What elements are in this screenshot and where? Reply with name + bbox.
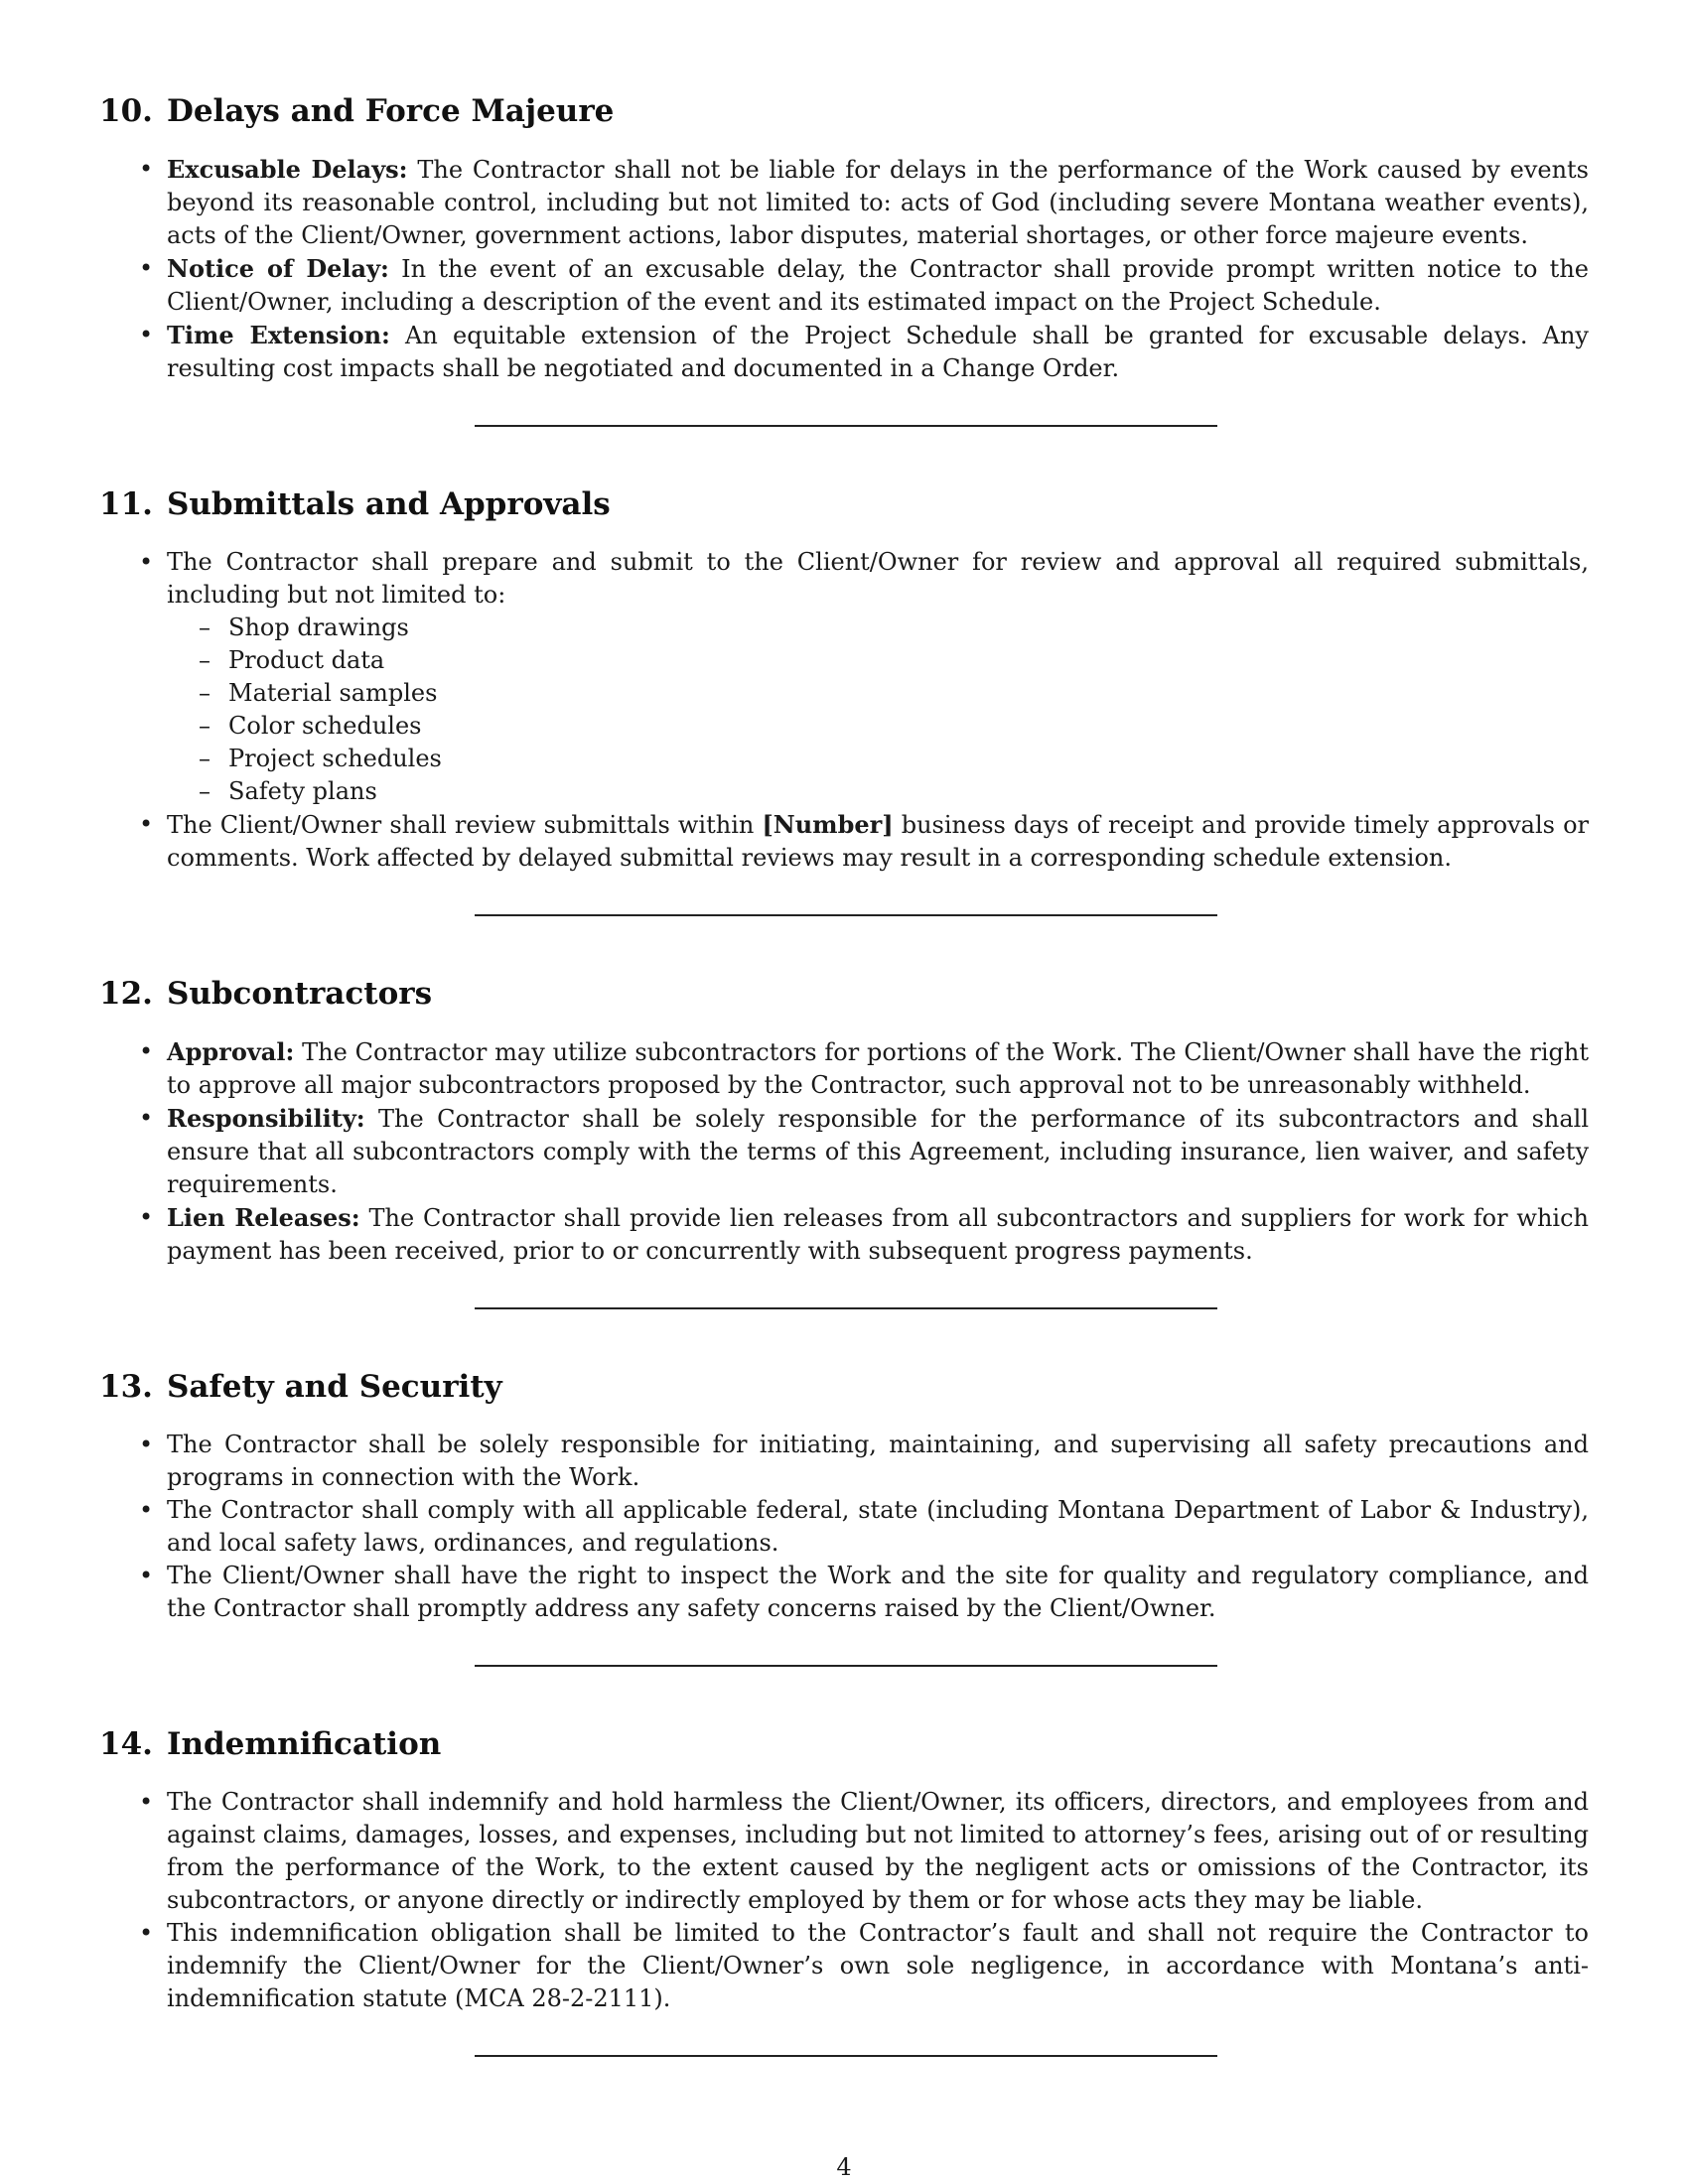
- list-item: • The Contractor shall comply with all applicable federal, state (including Montana Department of Labor & Industry), and local safety laws, ordinances, and regulations.: [167, 1494, 1589, 1560]
- list-item: [167, 319, 1589, 385]
- section-number: 10.: [99, 93, 153, 129]
- item-text: An equitable extension of the Project Schedule shall be granted for excusable delays. Any resulting cost impacts shall be negotiated and documented in a Change Order.: [167, 322, 1589, 382]
- sub-list-item: – Project schedules: [228, 743, 1589, 775]
- section-10: [99, 89, 1589, 427]
- sub-list-item: – Color schedules: [228, 710, 1589, 743]
- item-text: In the event of an excusable delay, the Contractor shall provide prompt written notice to the Client/Owner, including a description of the event and its estimated impact on the Project Schedule.: [167, 255, 1589, 316]
- bullet-list: [99, 1429, 1589, 1625]
- page-number: 4: [836, 2153, 852, 2181]
- item-text: The Contractor shall be solely responsible for the performance of its subcontractors and shall ensure that all subcontractors comply with the terms of this Agreement, including insurance, lien waiver, and safety requirements.: [167, 1105, 1589, 1198]
- section-number: 14.: [99, 1726, 153, 1762]
- list-item: [167, 1201, 1589, 1268]
- document-page: [99, 89, 1589, 2113]
- section-heading: [99, 1365, 1589, 1409]
- sub-list-item: – Material samples: [228, 677, 1589, 710]
- list-item: [167, 1035, 1589, 1102]
- sub-list-item: – Shop drawings: [228, 612, 1589, 644]
- list-item: [167, 252, 1589, 319]
- section-11: [99, 482, 1589, 916]
- section-title: Submittals and Approvals: [166, 486, 611, 522]
- section-divider: [475, 425, 1217, 427]
- list-item: [167, 1102, 1589, 1201]
- bullet-list: [99, 1786, 1589, 2015]
- section-14: [99, 1722, 1589, 2057]
- item-label: Responsibility:: [167, 1104, 365, 1133]
- section-divider: [475, 1307, 1217, 1309]
- bullet-list: [99, 1035, 1589, 1268]
- list-item: • The Client/Owner shall have the right to inspect the Work and the site for quality and regulatory compliance, and the Contractor shall promptly address any safety concerns raised by the Client/Owner.: [167, 1560, 1589, 1625]
- section-13: [99, 1365, 1589, 1667]
- list-item: [167, 808, 1589, 875]
- item-text: The Contractor shall provide lien releases from all subcontractors and suppliers for work for which payment has been received, prior to or concurrently with subsequent progress payments.: [167, 1204, 1590, 1265]
- list-item: • The Contractor shall be solely responsible for initiating, maintaining, and supervising all safety precautions and programs in connection with the Work.: [167, 1429, 1589, 1494]
- sub-list-item: – Safety plans: [228, 775, 1589, 808]
- section-divider: [475, 1665, 1217, 1667]
- item-text: The Contractor shall prepare and submit to the Client/Owner for review and approval all required submittals, including but not limited to:: [167, 548, 1589, 609]
- sub-list: [167, 612, 1589, 808]
- section-divider: [475, 914, 1217, 916]
- bullet-list: [99, 153, 1589, 385]
- item-label: Time Extension:: [167, 321, 390, 349]
- list-item: • This indemnification obligation shall be limited to the Contractor’s fault and shall not require the Contractor to indemnify the Client/Owner for the Client/Owner’s own sole negligence, in accordance with Montana’s anti-indemnification statute (MCA 28-2-2111).: [167, 1917, 1589, 2015]
- section-heading: [99, 1722, 1589, 1766]
- list-item: • The Contractor shall indemnify and hold harmless the Client/Owner, its officers, directors, and employees from and against claims, damages, losses, and expenses, including but not limited to attorney’s fees, arising out of or resulting from the performance of the Work, to the extent caused by the negligent acts or omissions of the Contractor, its subcontractors, or anyone directly or indirectly employed by them or for whose acts they may be liable.: [167, 1786, 1589, 1917]
- section-12: [99, 972, 1589, 1309]
- section-divider: [475, 2055, 1217, 2057]
- section-title: Subcontractors: [166, 976, 433, 1012]
- section-title: Safety and Security: [166, 1369, 502, 1405]
- item-text: The Client/Owner shall review submittals within: [167, 811, 763, 839]
- section-heading: [99, 89, 1589, 133]
- item-label: Approval:: [167, 1037, 295, 1066]
- section-number: 11.: [99, 486, 153, 522]
- item-text: business days of receipt and provide timely approvals or comments. Work affected by delayed submittal reviews may result in a corresponding schedule extension.: [167, 811, 1589, 872]
- section-number: 12.: [99, 976, 153, 1012]
- list-item: [167, 153, 1589, 252]
- item-text: The Contractor may utilize subcontractors for portions of the Work. The Client/Owner shall have the right to approve all major subcontractors proposed by the Contractor, such approval not to be unreasonably withheld.: [167, 1038, 1589, 1099]
- section-heading: [99, 482, 1589, 526]
- item-text: The Contractor shall not be liable for delays in the performance of the Work caused by events beyond its reasonable control, including but not limited to: acts of God (including severe Montana weather events), acts of the Client/Owner, government actions, labor disputes, material shortages, or other force majeure events.: [167, 156, 1589, 249]
- item-label: Excusable Delays:: [167, 155, 408, 184]
- section-title: Delays and Force Majeure: [166, 93, 615, 129]
- item-label: Notice of Delay:: [167, 254, 389, 283]
- section-title: Indemnification: [166, 1726, 442, 1762]
- section-heading: [99, 972, 1589, 1016]
- placeholder-field: [Number]: [762, 810, 894, 839]
- list-item: [167, 546, 1589, 808]
- sub-list-item: – Product data: [228, 644, 1589, 677]
- item-label: Lien Releases:: [167, 1203, 360, 1232]
- bullet-list: [99, 546, 1589, 875]
- section-number: 13.: [99, 1369, 153, 1405]
